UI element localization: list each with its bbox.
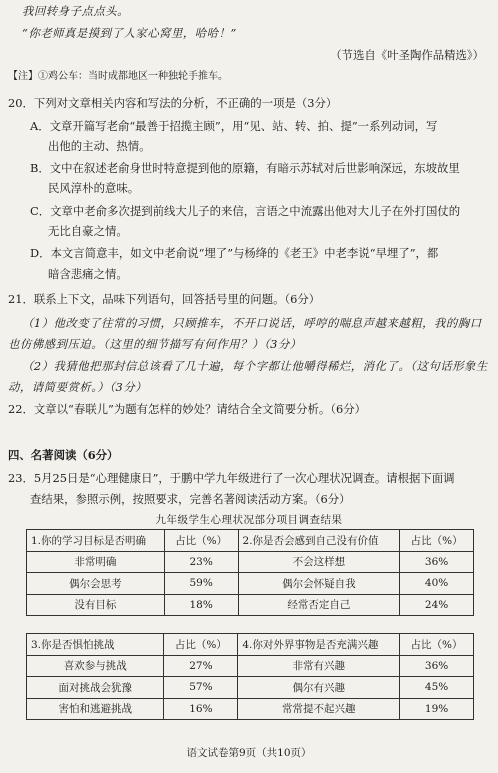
option-a-line: A．文章开篇写老俞“最善于招揽主顾”，用“见、站、转、拍、提”一系列动词，写 (30, 119, 438, 133)
table-cell: 没有目标 (27, 594, 165, 616)
source-citation: （节选自《叶圣陶作品精选》） (330, 48, 484, 62)
survey-table-bottom (26, 633, 474, 720)
table-cell: 57% (164, 677, 238, 699)
table-cell: 36% (400, 655, 474, 677)
table-cell: 27% (164, 655, 238, 677)
table-cell: 面对挑战会犹豫 (27, 677, 164, 699)
table-cell: 害怕和逃避挑战 (27, 698, 164, 720)
question-21: 21．联系上下文，品味下列语句，回答括号里的问题。（6分） (8, 292, 321, 306)
table-cell: 3.你是否惧怕挑战 (27, 634, 164, 656)
table-cell: 40% (400, 573, 474, 595)
passage-line: 我回转身子点点头。 (22, 4, 130, 18)
option-c-line: C．文章中老俞多次提到前线大儿子的来信，言语之中流露出他对大儿子在外打国仗的 (30, 204, 461, 218)
question-21-item: （2）我猜他把那封信总该看了几十遍，每个字都让他嚼得稀烂，消化了。（这句话形象生 (22, 359, 488, 373)
table-header-row (27, 530, 474, 552)
table-cell: 23% (164, 551, 238, 573)
table-row (27, 594, 474, 616)
table-cell: 16% (164, 698, 238, 720)
table-cell: 1.你的学习目标是否明确 (27, 530, 165, 552)
question-20: 20．下列对文章相关内容和写法的分析，不正确的一项是（3分） (8, 96, 338, 110)
question-21-item: （1）他改变了往常的习惯，只顾推车，不开口说话，呼哼的喘息声越来越粗，我的胸口 (22, 316, 482, 330)
table-cell: 24% (400, 594, 474, 616)
passage-line: “你老师真是摸到了人家心窝里，哈哈！” (22, 26, 237, 40)
option-b-line: B．文中在叙述老俞身世时特意提到他的原籍，有暗示苏轼对后世影响深远，东坡故里 (30, 161, 460, 175)
option-a-line: 出他的主动、热情。 (48, 139, 151, 153)
question-21-item: 动，请简要赏析。）（3分） (8, 380, 148, 394)
table-cell: 偶尔会怀疑自我 (238, 573, 400, 595)
question-21-item: 也仿佛感到压迫。（这里的细节描写有何作用？）（3分） (8, 337, 302, 351)
page-footer: 语文试卷第9页（共10页） (186, 747, 312, 759)
table-cell: 非常有兴趣 (238, 655, 400, 677)
question-22: 22．文章以“春联儿”为题有怎样的妙处？请结合全文简要分析。（6分） (8, 402, 367, 416)
table-cell: 36% (400, 551, 474, 573)
table-cell: 经常否定自己 (238, 594, 400, 616)
table-row (27, 655, 474, 677)
table-cell: 偶尔会思考 (27, 573, 165, 595)
question-23: 23．5月25日是“心理健康日”，于鹏中学九年级进行了一次心理状况调查。请根据下面调 (8, 471, 455, 485)
option-b-line: 民风淳朴的意味。 (48, 181, 140, 195)
footnote: 【注】①鸡公车：当时成都地区一种独轮手推车。 (8, 71, 228, 82)
table-cell: 2.你是否会感到自己没有价值 (238, 530, 400, 552)
table-cell: 18% (164, 594, 238, 616)
question-23: 查结果，参照示例，按照要求，完善名著阅读活动方案。（6分） (30, 492, 351, 506)
table-cell: 占比（%） (400, 530, 474, 552)
option-d-line: 暗含悲痛之情。 (48, 267, 128, 281)
table-cell: 常常提不起兴趣 (238, 698, 400, 720)
table-cell: 45% (400, 677, 474, 699)
table-cell: 4.你对外界事物是否充满兴趣 (238, 634, 400, 656)
survey-table-top (26, 529, 474, 616)
table-title: 九年级学生心理状况部分项目调查结果 (155, 514, 343, 526)
table-row (27, 677, 474, 699)
table-cell: 不会这样想 (238, 551, 400, 573)
option-d-line: D．本文言简意丰，如文中老俞说“埋了”与杨绛的《老王》中老李说“早埋了”，都 (30, 246, 439, 260)
table-row (27, 698, 474, 720)
table-cell: 占比（%） (400, 634, 474, 656)
table-cell: 非常明确 (27, 551, 165, 573)
table-header-row (27, 634, 474, 656)
table-row (27, 551, 474, 573)
option-c-line: 无比自豪之情。 (48, 224, 128, 238)
table-row (27, 573, 474, 595)
table-cell: 喜欢参与挑战 (27, 655, 164, 677)
table-cell: 19% (400, 698, 474, 720)
table-cell: 占比（%） (164, 634, 238, 656)
table-cell: 占比（%） (164, 530, 238, 552)
table-cell: 偶尔有兴趣 (238, 677, 400, 699)
section-heading: 四、名著阅读（6分） (8, 448, 119, 462)
table-cell: 59% (164, 573, 238, 595)
